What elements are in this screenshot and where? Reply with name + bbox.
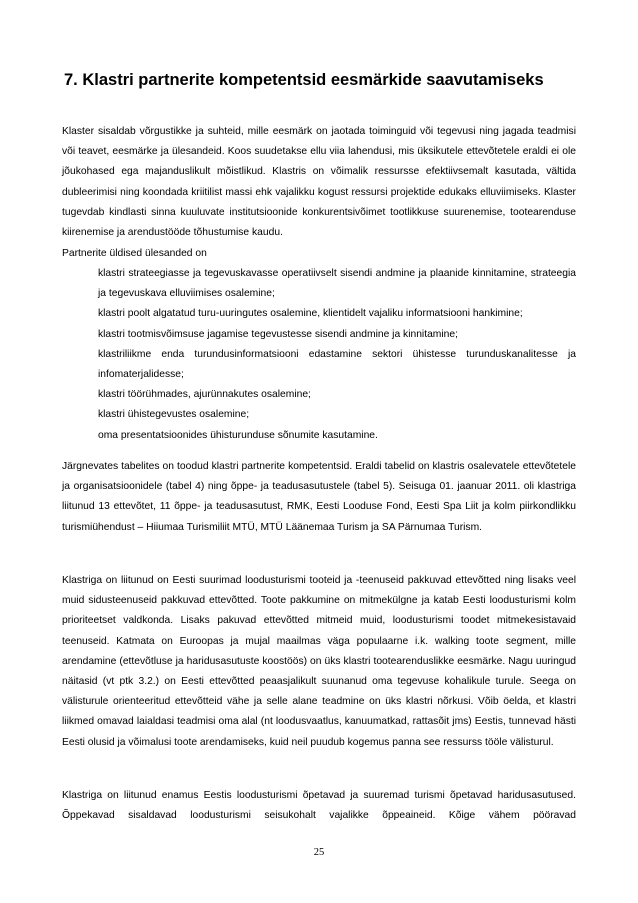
list-item-text: klastri ühistegevustes osalemine; (98, 409, 250, 421)
list-item (62, 405, 576, 425)
list-item-text: klastriliikme enda turundusinformatsiooni edastamine sektori ühistesse turunduskanalitesse ja infomaterjalidesse; (98, 348, 576, 381)
paragraph-cluster-intro: Klaster sisaldab võrgustikke ja suhteid, mille eesmärk on jaotada toiminguid või tegevusi ning jagada teadmisi või teavet, eesmärke ja ülesandeid. Koos suudetakse ellu viia lahendusi, mis üksikutele ettevõtetele eraldi ei ole jõukohased ega majanduslikult mõistlikud. Klastris on võimalik ressursse efektiivsemalt kasutada, vältida dubleerimisi ning koondada kriitilist massi ehk vajalikku kogust ressursi projektide edukaks elluviimiseks. Klaster tugevdab kindlasti sinna kuuluvate institutsioonide konkurentsivõimet tootlikkuse suurenemise, tootearenduse kiirenemise ja arendustööde tõhustumise kaudu. (62, 126, 576, 239)
list-item-text: klastri strateegiasse ja tegevuskavasse operatiivselt sisendi andmine ja plaanide kinnitamine, strateegia ja tegevuskava elluviimises osalemine; (98, 268, 576, 300)
partner-tasks-title: Partnerite üldised ülesanded on (62, 248, 207, 259)
list-item (62, 304, 576, 324)
list-item (62, 325, 576, 345)
list-item (62, 385, 576, 405)
section-heading: 7. Klastri partnerite kompetentsid eesmärkide saavutamiseks (64, 71, 544, 89)
page-number: 25 (313, 847, 325, 858)
paragraph-member-companies: Klastriga on liitunud on Eesti suurimad loodusturismi tooteid ja -teenuseid pakkuvad ettevõtted ning lisaks veel muid sidusteenuseid pakkuvad ettevõtted. Toote pakkumine on mitmekülgne ja katab Eesti loodusturismi kolm prioriteetset valdkonda. Lisaks pakuvad ettevõtted mitmeid muid, loodusturismi toodet mitmekesistavaid teenuseid. Katmata on Euroopas ja mujal maailmas väga populaarne i.k. walking toote segment, mille arendamine (ettevõtluse ja haridusasutuste koostöös) on üks klastri tootearenduslikke eesmärke. Nagu uuringud näitasid (vt ptk 3.2.) on Eesti ettevõtted peaasjalikult suunanud oma tegevuse kohalikule turule. Seega on välisturule orienteeritud ettevõtteid vähe ja selle alane teadmine on üks klastri nõrkusi. Võib öelda, et klastri liikmed omavad laialdasi teadmisi oma alal (nt loodusvaatlus, kanuumatkad, rattasõit jms) Eestis, tunnevad hästi Eesti olusid ja võimalusi toote arendamiseks, kuid neil puudub kogemus panna see ressurss tööle välisturul. (62, 575, 576, 748)
partner-tasks-list (62, 264, 576, 446)
list-item-text: oma presentatsioonides ühisturunduse sõnumite kasutamine. (98, 429, 378, 441)
list-item (62, 426, 576, 446)
paragraph-education-institutions: Klastriga on liitunud enamus Eestis loodusturismi õpetavad ja suuremad turismi õpetavad haridusasutused. Õppekavad sisaldavad loodusturismi seisukohalt vajalikke õppeaineid. Kõige vähem pööravad (62, 790, 576, 822)
list-item-text: klastri poolt algatatud turu-uuringutes osalemine, klientidelt vajaliku informatsiooni hankimine; (98, 308, 523, 320)
list-item (62, 264, 576, 304)
list-item-text: klastri tootmisvõimsuse jagamise tegevustesse sisendi andmine ja kinnitamine; (98, 328, 458, 340)
list-item-text: klastri töörühmades, ajurünnakutes osalemine; (98, 389, 311, 401)
list-item (62, 345, 576, 385)
paragraph-competence-tables: Järgnevates tabelites on toodud klastri partnerite kompetentsid. Eraldi tabelid on klastris osalevatele ettevõtetele ja organisatsioonidele (tabel 4) ning õppe- ja teadusasutustele (tabel 5). Seisuga 01. jaanuar 2011. oli klastriga liitunud 13 ettevõtet, 11 õppe- ja teadusasutust, RMK, Eesti Looduse Fond, Eesti Spa Liit ja kolm piirkondlikku turismiühendust – Hiiumaa Turismiliit MTÜ, MTÜ Läänemaa Turism ja SA Pärnumaa Turism. (62, 461, 576, 533)
